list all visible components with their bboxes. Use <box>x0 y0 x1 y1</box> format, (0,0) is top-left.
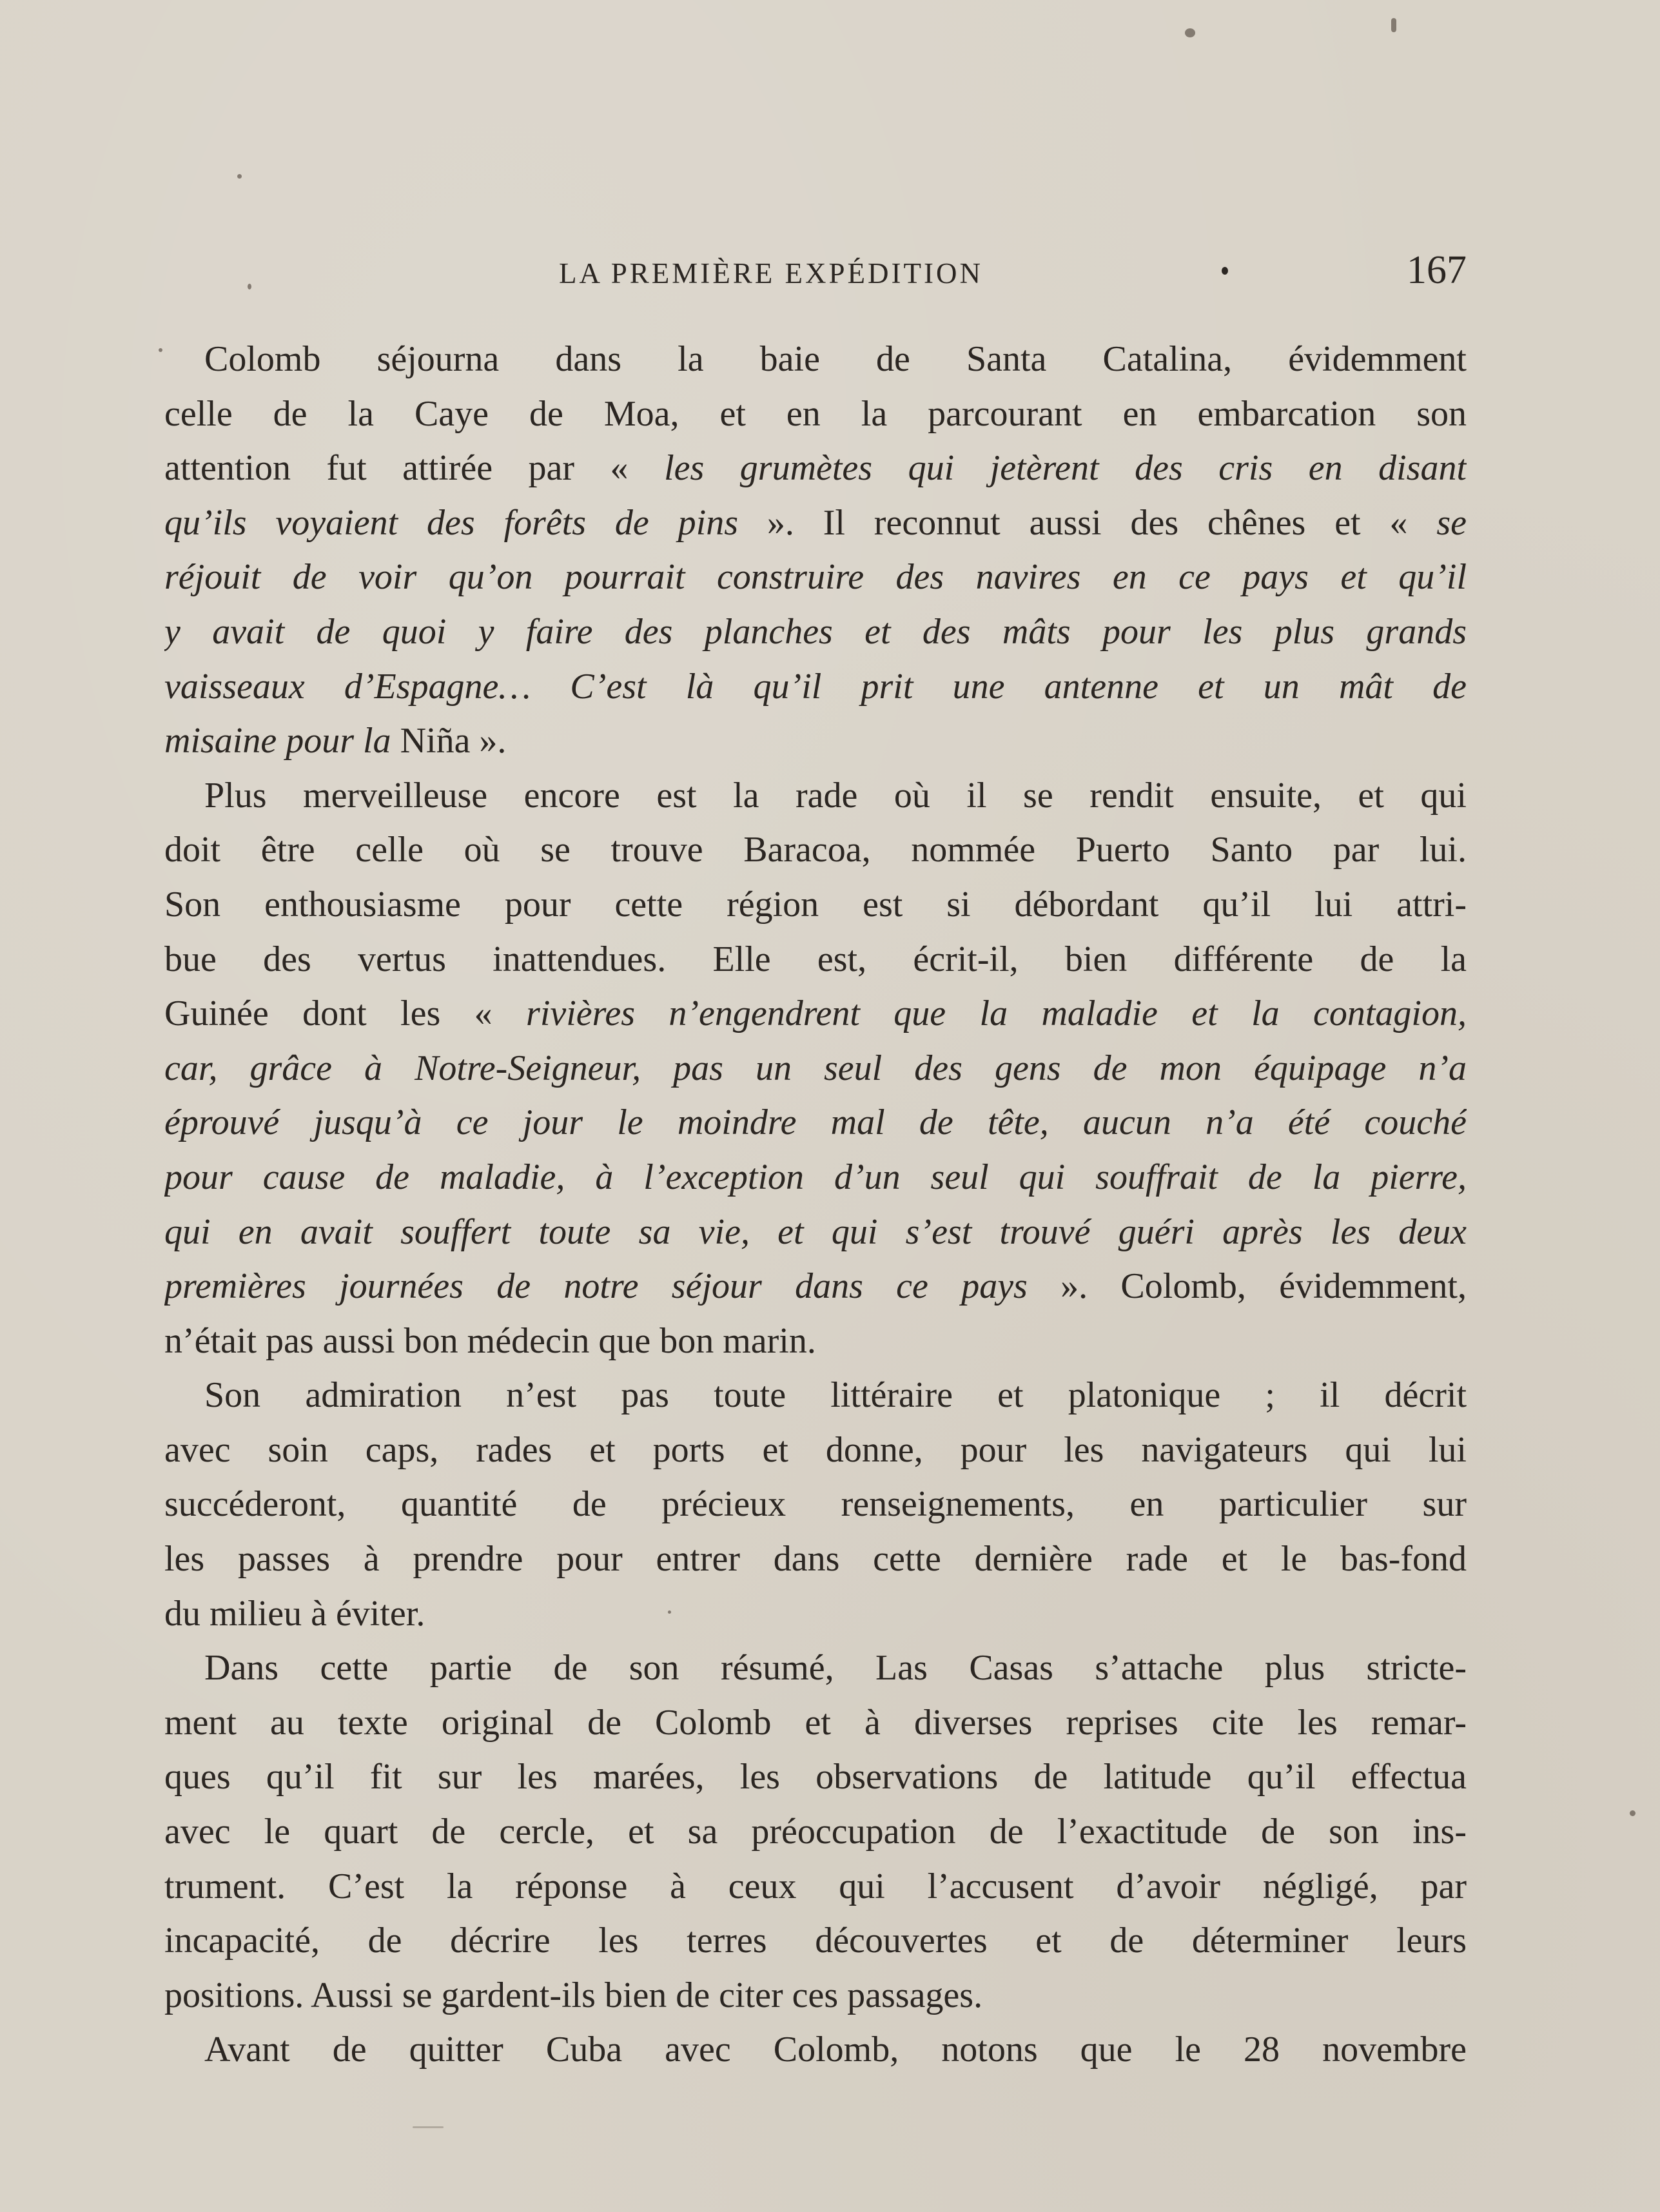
ink-speck <box>1630 1810 1636 1816</box>
page-number: 167 <box>1407 248 1467 292</box>
italic-quote: premières journées de notre séjour dans ce pays <box>164 1266 1028 1307</box>
text-line <box>164 714 1467 768</box>
text-run: avec le quart de cercle, et sa préoccupation de l’exactitude de son ins- <box>164 1812 1467 1852</box>
text-line <box>164 1368 1467 1423</box>
italic-quote: les grumètes qui jetèrent des cris en disant <box>664 448 1467 489</box>
text-line <box>164 1314 1467 1369</box>
ink-speck <box>1185 28 1195 37</box>
text-run: ment au texte original de Colomb et à diverses reprises cite les remar- <box>164 1702 1467 1743</box>
text-run: succéderont, quantité de précieux renseignements, en particulier sur <box>164 1484 1467 1525</box>
text-line <box>164 1968 1467 2023</box>
text-line <box>164 1696 1467 1750</box>
text-run: Guinée dont les « <box>164 993 527 1034</box>
text-run: ». Colomb, évidemment, <box>1027 1266 1467 1307</box>
italic-quote: car, grâce à Notre-Seigneur, pas un seul des gens de mon équipage n’a <box>164 1048 1467 1088</box>
text-run: ». Il reconnut aussi des chênes et « <box>738 502 1437 543</box>
text-line <box>164 2022 1467 2077</box>
ink-speck <box>413 2126 444 2128</box>
text-line <box>164 1095 1467 1150</box>
text-run: du milieu à éviter. <box>164 1593 425 1634</box>
text-line <box>164 1041 1467 1096</box>
italic-quote: se <box>1436 502 1467 543</box>
text-line <box>164 1532 1467 1587</box>
italic-quote: réjouit de voir qu’on pourrait construire des navires en ce pays et qu’il <box>164 557 1467 598</box>
text-run: doit être celle où se trouve Baracoa, nommée Puerto Santo par lui. <box>164 830 1467 870</box>
header-ornament-dot <box>1222 267 1228 275</box>
text-line <box>164 768 1467 823</box>
italic-quote: pour cause de maladie, à l’exception d’un seul qui souffrait de la pierre, <box>164 1157 1467 1197</box>
text-line <box>164 1423 1467 1478</box>
text-run: incapacité, de décrire les terres découvertes et de déterminer leurs <box>164 1921 1467 1961</box>
text-line <box>164 823 1467 877</box>
text-run: avec soin caps, rades et ports et donne, pour les navigateurs qui lui <box>164 1429 1467 1470</box>
text-line <box>164 332 1467 387</box>
text-run: les passes à prendre pour entrer dans cette dernière rade et le bas-fond <box>164 1539 1467 1580</box>
running-header <box>164 248 1467 303</box>
text-run: Son admiration n’est pas toute littéraire et platonique ; il décrit <box>204 1375 1467 1416</box>
text-run: Plus merveilleuse encore est la rade où il se rendit ensuite, et qui <box>204 775 1467 816</box>
text-line <box>164 550 1467 605</box>
ink-speck <box>159 348 162 352</box>
text-line <box>164 1150 1467 1205</box>
text-line <box>164 1913 1467 1968</box>
running-title: LA PREMIÈRE EXPÉDITION <box>559 257 983 289</box>
text-run: bue des vertus inattendues. Elle est, écrit-il, bien différente de la <box>164 939 1467 979</box>
text-line <box>164 1859 1467 1914</box>
text-line <box>164 387 1467 442</box>
text-line <box>164 1750 1467 1805</box>
ink-speck <box>237 174 242 179</box>
italic-quote: y avait de quoi y faire des planches et des mâts pour les plus grands <box>164 611 1467 652</box>
text-run: Colomb séjourna dans la baie de Santa Catalina, évidemment <box>204 339 1467 379</box>
text-line <box>164 1641 1467 1696</box>
text-line <box>164 932 1467 987</box>
italic-quote: éprouvé jusqu’à ce jour le moindre mal de tête, aucun n’a été couché <box>164 1102 1467 1143</box>
text-run: positions. Aussi se gardent-ils bien de citer ces passages. <box>164 1975 983 2015</box>
text-run: celle de la Caye de Moa, et en la parcourant en embarcation son <box>164 393 1467 434</box>
text-line <box>164 660 1467 714</box>
text-run: Avant de quitter Cuba avec Colomb, notons que le 28 novembre <box>204 2030 1467 2070</box>
text-line <box>164 877 1467 932</box>
italic-quote: qu’ils voyaient des forêts de pins <box>164 502 738 543</box>
text-line <box>164 1259 1467 1314</box>
text-run: attention fut attirée par « <box>164 448 665 489</box>
text-line <box>164 496 1467 551</box>
italic-quote: rivières n’engendrent que la maladie et la contagion, <box>526 993 1467 1034</box>
italic-quote: vaisseaux d’Espagne… C’est là qu’il prit une antenne et un mât de <box>164 666 1467 707</box>
text-run: trument. C’est la réponse à ceux qui l’accusent d’avoir négligé, par <box>164 1866 1467 1906</box>
text-line <box>164 986 1467 1041</box>
text-line <box>164 1587 1467 1641</box>
text-run: ques qu’il fit sur les marées, les observations de latitude qu’il effectua <box>164 1757 1467 1797</box>
ink-speck <box>1391 18 1396 32</box>
text-run: n’était pas aussi bon médecin que bon marin. <box>164 1320 816 1361</box>
italic-quote: misaine pour la <box>164 721 391 761</box>
body-text <box>164 332 1467 2077</box>
text-run: Dans cette partie de son résumé, Las Casas s’attache plus stricte- <box>204 1648 1467 1688</box>
text-run: Son enthousiasme pour cette région est si débordant qu’il lui attri- <box>164 884 1467 925</box>
text-line <box>164 605 1467 660</box>
text-line <box>164 441 1467 496</box>
text-line <box>164 1205 1467 1260</box>
text-run: Niña ». <box>391 721 507 761</box>
italic-quote: qui en avait souffert toute sa vie, et qui s’est trouvé guéri après les deux <box>164 1211 1467 1252</box>
text-line <box>164 1477 1467 1532</box>
text-line <box>164 1805 1467 1859</box>
